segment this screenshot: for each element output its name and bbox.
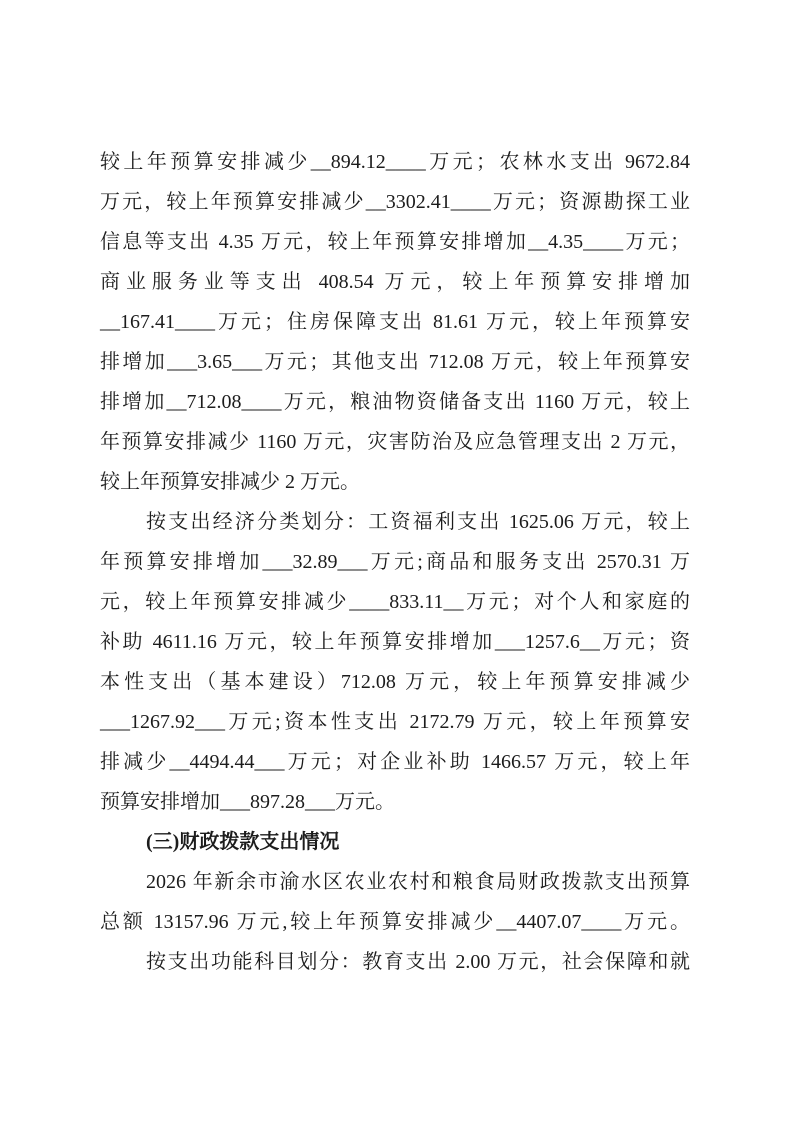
- text-line: 补助 4611.16 万元，较上年预算安排增加___1257.6__万元；资: [100, 631, 690, 653]
- text-line: 排增加__712.08____万元，粮油物资储备支出 1160 万元，较上: [100, 391, 690, 413]
- text-line: 年预算安排减少 1160 万元，灾害防治及应急管理支出 2 万元，: [100, 431, 690, 453]
- text-line: 排增加___3.65___万元；其他支出 712.08 万元，较上年预算安: [100, 351, 690, 373]
- text-line: 商业服务业等支出 408.54 万元，较上年预算安排增加: [100, 271, 690, 293]
- text-line: 元，较上年预算安排减少____833.11__万元；对个人和家庭的: [100, 591, 690, 613]
- text-line: 年预算安排增加___32.89___万元;商品和服务支出 2570.31 万: [100, 551, 690, 573]
- text-line: 2026 年新余市渝水区农业农村和粮食局财政拨款支出预算: [146, 871, 690, 893]
- section-heading: (三)财政拨款支出情况: [146, 831, 340, 853]
- text-line: 总额 13157.96 万元,较上年预算安排减少__4407.07____万元。: [100, 911, 690, 933]
- text-line: 较上年预算安排减少 2 万元。: [100, 471, 360, 493]
- text-line: 按支出功能科目划分：教育支出 2.00 万元，社会保障和就: [146, 951, 690, 973]
- text-line: 按支出经济分类划分：工资福利支出 1625.06 万元，较上: [146, 511, 690, 533]
- text-line: 信息等支出 4.35 万元，较上年预算安排增加__4.35____万元；: [100, 231, 690, 253]
- text-line: 排减少__4494.44___万元；对企业补助 1466.57 万元，较上年: [100, 751, 690, 773]
- text-line: 本性支出（基本建设）712.08 万元，较上年预算安排减少: [100, 671, 690, 693]
- text-line: __167.41____万元；住房保障支出 81.61 万元，较上年预算安: [100, 311, 690, 333]
- text-line: ___1267.92___万元;资本性支出 2172.79 万元，较上年预算安: [100, 711, 690, 733]
- text-line: 较上年预算安排减少__894.12____万元；农林水支出 9672.84: [100, 151, 690, 173]
- text-line: 万元，较上年预算安排减少__3302.41____万元；资源勘探工业: [100, 191, 690, 213]
- text-line: 预算安排增加___897.28___万元。: [100, 791, 395, 813]
- document-content: [100, 142, 690, 982]
